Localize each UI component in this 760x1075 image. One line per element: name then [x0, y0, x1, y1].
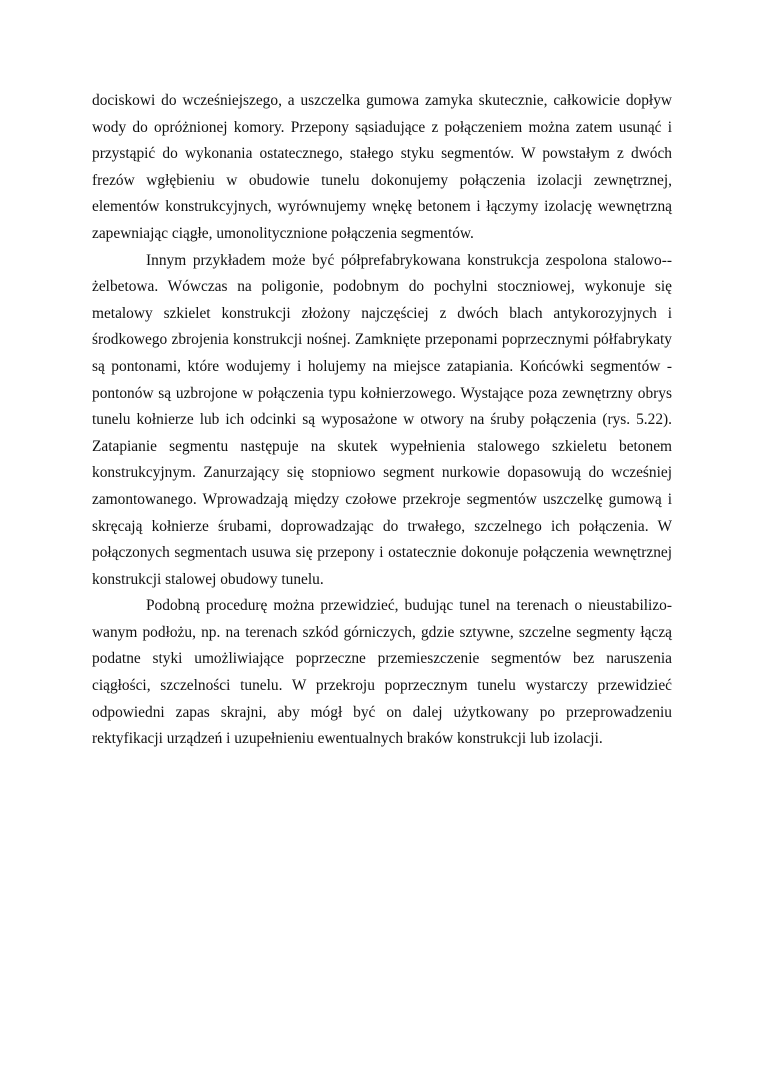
paragraph-2: Innym przykładem może być półprefabrykowana konstrukcja zespolona stalowo-żelbetowa. Wówczas na poligonie, podobnym do pochylni stoczniowej, wykonuje się metalowy szkielet konstrukcji złożony najczęściej z dwóch blach antykorozyjnych i środkowego zbrojenia konstrukcji nośnej. Zamknięte przeponami poprzecznymi półfabrykaty są pontonami, które wodujemy i holujemy na miejsce zatapiania. Końcówki segmentów - pontonów są uzbrojone w połączenia typu kołnierzowego. Wystające poza zewnętrzny obrys tunelu kołnierze lub ich odcinki są wyposażone w otwory na śruby połączenia (rys. 5.22). Zatapianie segmentu następuje na skutek wypełnienia stalowego szkieletu betonem konstrukcyjnym. Zanurzający się stopniowo segment nurkowie dopasowują do wcześniej zamontowanego. Wprowadzają między czołowe przekroje segmentów uszczelkę gumową i skręcają kołnierze śrubami, doprowadzając do trwałego, szczelnego ich połączenia. W połączonych segmentach usuwa się przepony i ostatecznie dokonuje połączenia wewnętrznej konstrukcji stalowej obudowy tunelu.	[92, 251, 672, 588]
paragraph-3: Podobną procedurę można przewidzieć, budując tunel na terenach o nieustabilizowanym podłożu, np. na terenach szkód górniczych, gdzie sztywne, szczelne segmenty łączą podatne styki umożliwiające poprzeczne przemieszczenie segmentów bez naruszenia ciągłości, szczelności tunelu. W przekroju poprzecznym tunelu wystarczy przewidzieć odpowiedni zapas skrajni, aby mógł być on dalej użytkowany po przeprowadzeniu rektyfikacji urządzeń i uzupełnieniu ewentualnych braków konstrukcji lub izolacji.	[92, 597, 672, 748]
document-page	[92, 88, 672, 753]
paragraph-1: dociskowi do wcześniejszego, a uszczelka gumowa zamyka skutecznie, całkowicie dopływ wody do opróżnionej komory. Przepony sąsiadujące z połączeniem można zatem usunąć i przystąpić do wykonania ostatecznego, stałego styku segmentów. W powstałym z dwóch frezów wgłębieniu w obudowie tunelu dokonujemy połączenia izolacji zewnętrznej, elementów konstrukcyjnych, wyrównujemy wnękę betonem i łączymy izolację wewnętrzną zapewniając ciągłe, umonolitycznione połączenia segmentów.	[92, 92, 672, 242]
